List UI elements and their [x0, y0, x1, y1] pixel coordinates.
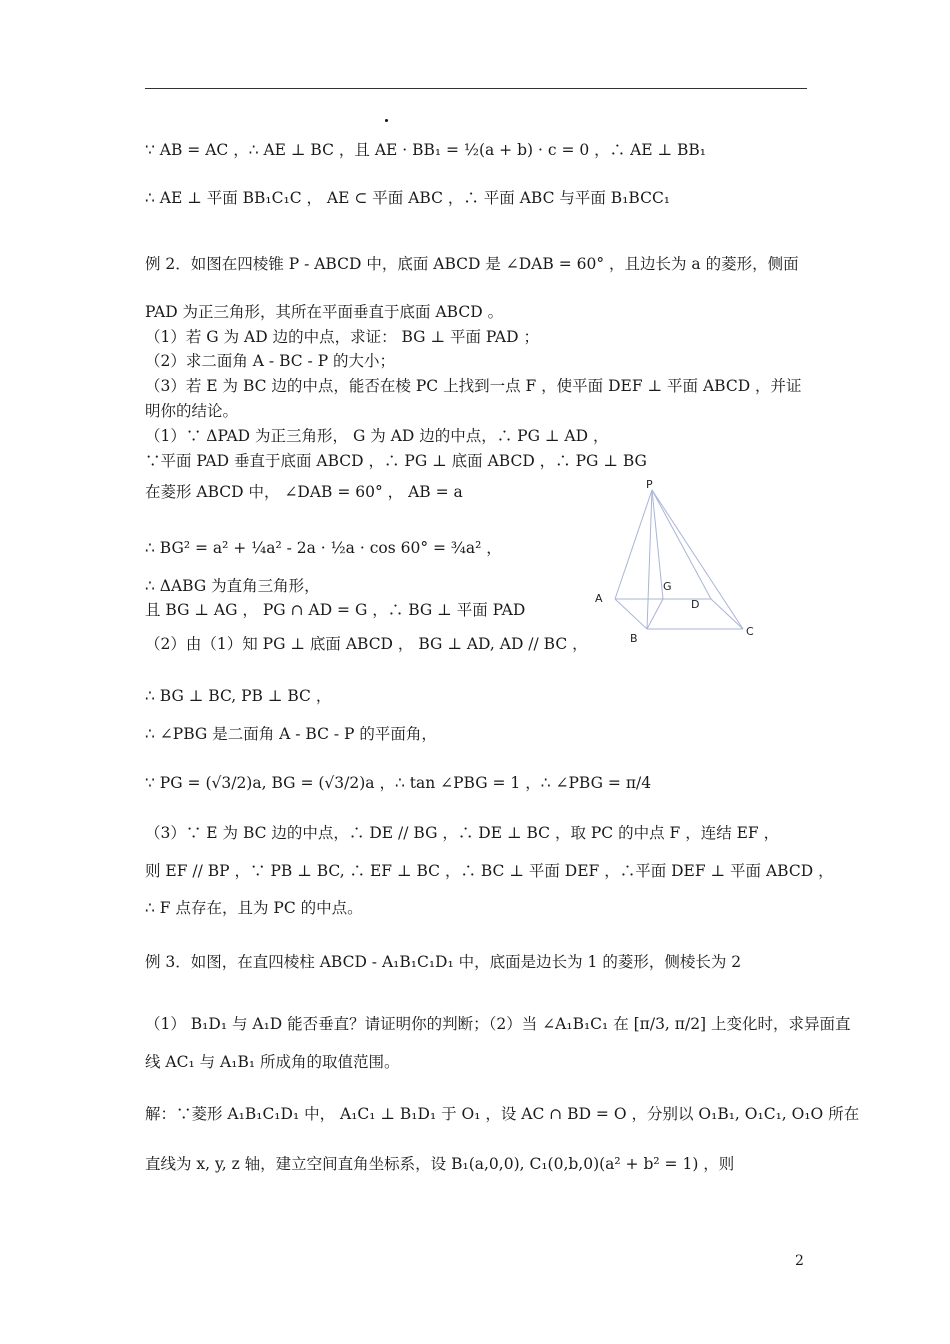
- figure-label-c: C: [746, 625, 754, 638]
- text-line: 且 BG ⊥ AG ， PG ∩ AD = G ，∴ BG ⊥ 平面 PAD: [145, 601, 526, 619]
- text-line: PAD 为正三角形，其所在平面垂直于底面 ABCD 。: [145, 303, 504, 321]
- text-line: （2）求二面角 A - BC - P 的大小；: [145, 352, 396, 370]
- figure-label-p: P: [646, 478, 653, 491]
- text-line: （3）∵ E 为 BC 边的中点，∴ DE // BG ，∴ DE ⊥ BC ，取 PC 的中点 F ，连结 EF ，: [145, 824, 780, 842]
- text-line: 例 3．如图，在直四棱柱 ABCD - A₁B₁C₁D₁ 中，底面是边长为 1 的菱形，侧棱长为 2: [145, 953, 742, 971]
- text-line: ∴ F 点存在，且为 PC 的中点。: [145, 899, 363, 917]
- text-line: 明你的结论。: [145, 402, 239, 420]
- text-line: ∵ AB = AC ，∴ AE ⊥ BC ，且 AE · BB₁ = ½(a + b) · c = 0 ，∴ AE ⊥ BB₁: [145, 141, 707, 159]
- figure-label-a: A: [595, 592, 603, 605]
- figure-label-g: G: [663, 580, 672, 593]
- text-line: 直线为 x, y, z 轴，建立空间直角坐标系，设 B₁(a,0,0), C₁(0,b,0)(a² + b² = 1) ，则: [145, 1155, 735, 1173]
- page-number: 2: [795, 1253, 804, 1269]
- text-line: （1）∵ ΔPAD 为正三角形， G 为 AD 边的中点，∴ PG ⊥ AD ，: [145, 427, 609, 445]
- text-line: ∴ BG ⊥ BC, PB ⊥ BC ，: [145, 687, 332, 705]
- stray-dot: [385, 119, 388, 122]
- figure-label-b: B: [630, 632, 638, 643]
- text-line: ∴ BG² = a² + ¼a² - 2a · ½a · cos 60° = ¾a² ，: [145, 539, 502, 557]
- text-line: （1） B₁D₁ 与 A₁D 能否垂直？请证明你的判断；（2）当 ∠A₁B₁C₁ 在 [π/3, π/2] 上变化时，求异面直: [145, 1015, 851, 1033]
- text-line: 例 2．如图在四棱锥 P - ABCD 中，底面 ABCD 是 ∠DAB = 60° ，且边长为 a 的菱形，侧面: [145, 255, 799, 273]
- text-line: 在菱形 ABCD 中， ∠DAB = 60° ， AB = a: [145, 483, 463, 501]
- text-line: ∵ PG = (√3/2)a, BG = (√3/2)a ，∴ tan ∠PBG = 1 ，∴ ∠PBG = π/4: [145, 774, 652, 792]
- text-line: ∴ ∠PBG 是二面角 A - BC - P 的平面角，: [145, 725, 437, 743]
- pyramid-figure: [585, 478, 760, 643]
- text-line: （1）若 G 为 AD 边的中点，求证： BG ⊥ 平面 PAD ；: [145, 328, 539, 346]
- text-line: （2）由（1）知 PG ⊥ 底面 ABCD ， BG ⊥ AD, AD // BC ，: [145, 635, 588, 653]
- header-rule: [145, 88, 807, 89]
- text-line: ∴ ΔABG 为直角三角形，: [145, 577, 320, 595]
- text-line: 解：∵菱形 A₁B₁C₁D₁ 中， A₁C₁ ⊥ B₁D₁ 于 O₁ ，设 AC ∩ BD = O ，分别以 O₁B₁, O₁C₁, O₁O 所在: [145, 1105, 860, 1123]
- text-line: （3）若 E 为 BC 边的中点，能否在棱 PC 上找到一点 F ，使平面 DEF ⊥ 平面 ABCD ，并证: [145, 377, 802, 395]
- text-line: ∵平面 PAD 垂直于底面 ABCD ，∴ PG ⊥ 底面 ABCD ，∴ PG ⊥ BG: [145, 452, 647, 470]
- text-line: ∴ AE ⊥ 平面 BB₁C₁C ， AE ⊂ 平面 ABC ，∴ 平面 ABC 与平面 B₁BCC₁: [145, 189, 671, 207]
- figure-label-d: D: [691, 598, 700, 611]
- text-line: 线 AC₁ 与 A₁B₁ 所成角的取值范围。: [145, 1053, 400, 1071]
- text-line: 则 EF // BP ，∵ PB ⊥ BC, ∴ EF ⊥ BC ，∴ BC ⊥ 平面 DEF ，∴平面 DEF ⊥ 平面 ABCD ，: [145, 862, 834, 880]
